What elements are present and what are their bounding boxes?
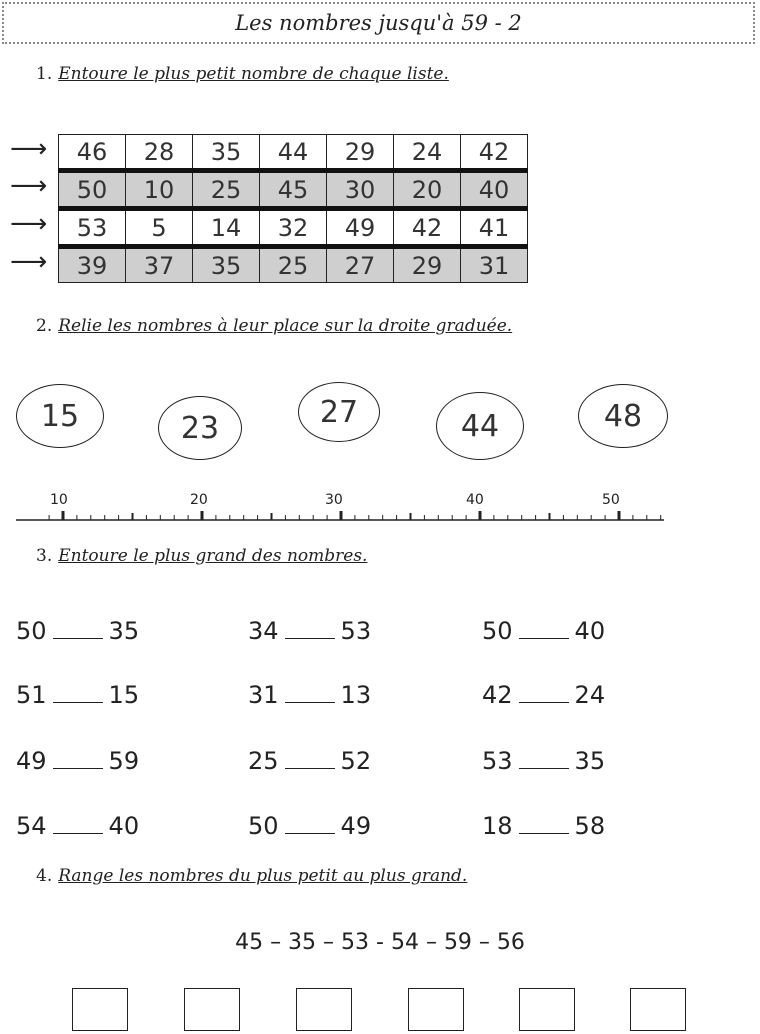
q1-title-text: Entoure le plus petit nombre de chaque liste. [58,64,449,84]
number-a[interactable]: 18 [482,812,513,840]
number-a[interactable]: 49 [16,747,47,775]
table-cell[interactable]: 27 [327,247,394,283]
comparison-item [482,616,605,645]
number-b[interactable]: 59 [108,747,140,775]
number-a[interactable]: 53 [482,747,513,775]
number-b[interactable]: 40 [574,617,606,645]
table-cell[interactable]: 30 [327,171,394,209]
comparison-item [248,616,371,645]
table-row [59,171,528,209]
table-cell[interactable]: 29 [327,135,394,171]
q1-title [36,64,449,84]
table-cell[interactable]: 35 [193,247,260,283]
number-a[interactable]: 54 [16,812,47,840]
answer-blank[interactable] [53,746,103,769]
number-lists-table [58,134,528,283]
table-cell[interactable]: 42 [394,209,461,247]
number-b[interactable]: 40 [108,812,140,840]
table-cell[interactable]: 5 [126,209,193,247]
table-cell[interactable]: 39 [59,247,126,283]
q4-title [36,866,467,886]
table-cell[interactable]: 37 [126,247,193,283]
number-b[interactable]: 15 [108,681,140,709]
table-cell[interactable]: 40 [461,171,528,209]
answer-blank[interactable] [519,811,569,834]
answer-box[interactable] [630,988,686,1031]
comparison-item [482,811,605,840]
q4-title-text: Range les nombres du plus petit au plus grand. [58,866,468,886]
comparison-item [482,680,605,709]
axis-label: 10 [50,492,68,508]
worksheet-title: Les nombres jusqu'à 59 - 2 [2,2,755,44]
number-bubble[interactable]: 27 [298,382,380,442]
q3-title [36,546,367,566]
table-cell[interactable]: 41 [461,209,528,247]
number-bubble[interactable]: 44 [436,392,524,460]
comparison-item [248,680,371,709]
answer-blank[interactable] [285,746,335,769]
answer-blank[interactable] [53,680,103,703]
number-b[interactable]: 49 [340,812,372,840]
number-b[interactable]: 24 [574,681,606,709]
table-cell[interactable]: 20 [394,171,461,209]
answer-blank[interactable] [519,680,569,703]
arrow-icon: ⟶ [10,247,48,277]
q3-title-text: Entoure le plus grand des nombres. [58,546,368,566]
table-cell[interactable]: 29 [394,247,461,283]
answer-blank[interactable] [285,616,335,639]
arrow-icon: ⟶ [10,171,48,201]
number-a[interactable]: 50 [482,617,513,645]
table-cell[interactable]: 46 [59,135,126,171]
comparison-item [16,616,139,645]
table-cell[interactable]: 42 [461,135,528,171]
axis-label: 30 [325,492,343,508]
table-cell[interactable]: 35 [193,135,260,171]
table-cell[interactable]: 53 [59,209,126,247]
number-bubble[interactable]: 15 [16,384,104,448]
number-b[interactable]: 35 [108,617,140,645]
table-row [59,135,528,171]
table-cell[interactable]: 28 [126,135,193,171]
comparison-item [16,811,139,840]
number-b[interactable]: 52 [340,747,372,775]
number-b[interactable]: 53 [340,617,372,645]
table-cell[interactable]: 31 [461,247,528,283]
answer-blank[interactable] [519,746,569,769]
answer-box[interactable] [72,988,128,1031]
axis-label: 40 [466,492,484,508]
arrow-icon: ⟶ [10,209,48,239]
number-a[interactable]: 31 [248,681,279,709]
table-cell[interactable]: 24 [394,135,461,171]
number-b[interactable]: 13 [340,681,372,709]
comparison-item [248,811,371,840]
number-a[interactable]: 42 [482,681,513,709]
number-sequence: 45 – 35 – 53 - 54 – 59 – 56 [235,930,525,955]
number-a[interactable]: 34 [248,617,279,645]
q2-title-text: Relie les nombres à leur place sur la droite graduée. [58,316,513,336]
q1-number: 1. [36,64,53,84]
number-a[interactable]: 50 [248,812,279,840]
answer-blank[interactable] [519,616,569,639]
answer-box[interactable] [519,988,575,1031]
number-b[interactable]: 58 [574,812,606,840]
number-line [0,508,760,538]
table-cell[interactable]: 45 [260,171,327,209]
q2-title [36,316,512,336]
q3-number: 3. [36,546,53,566]
number-bubble[interactable]: 48 [578,384,668,448]
table-cell[interactable]: 10 [126,171,193,209]
axis-label: 50 [602,492,620,508]
table-row [59,209,528,247]
number-bubble[interactable]: 23 [158,396,242,460]
number-a[interactable]: 51 [16,681,47,709]
axis-label: 20 [190,492,208,508]
answer-box[interactable] [184,988,240,1031]
answer-blank[interactable] [53,616,103,639]
answer-box[interactable] [408,988,464,1031]
table-cell[interactable]: 49 [327,209,394,247]
comparison-item [248,746,371,775]
table-cell[interactable]: 25 [260,247,327,283]
q2-number: 2. [36,316,53,336]
number-a[interactable]: 25 [248,747,279,775]
answer-blank[interactable] [53,811,103,834]
table-cell[interactable]: 25 [193,171,260,209]
table-row [59,247,528,283]
comparison-item [16,746,139,775]
table-cell[interactable]: 44 [260,135,327,171]
q4-number: 4. [36,866,53,886]
answer-blank[interactable] [285,680,335,703]
number-a[interactable]: 50 [16,617,47,645]
answer-blank[interactable] [285,811,335,834]
comparison-item [16,680,139,709]
comparison-item [482,746,605,775]
table-cell[interactable]: 14 [193,209,260,247]
answer-box[interactable] [296,988,352,1031]
number-b[interactable]: 35 [574,747,606,775]
table-cell[interactable]: 50 [59,171,126,209]
arrow-icon: ⟶ [10,134,48,164]
table-cell[interactable]: 32 [260,209,327,247]
